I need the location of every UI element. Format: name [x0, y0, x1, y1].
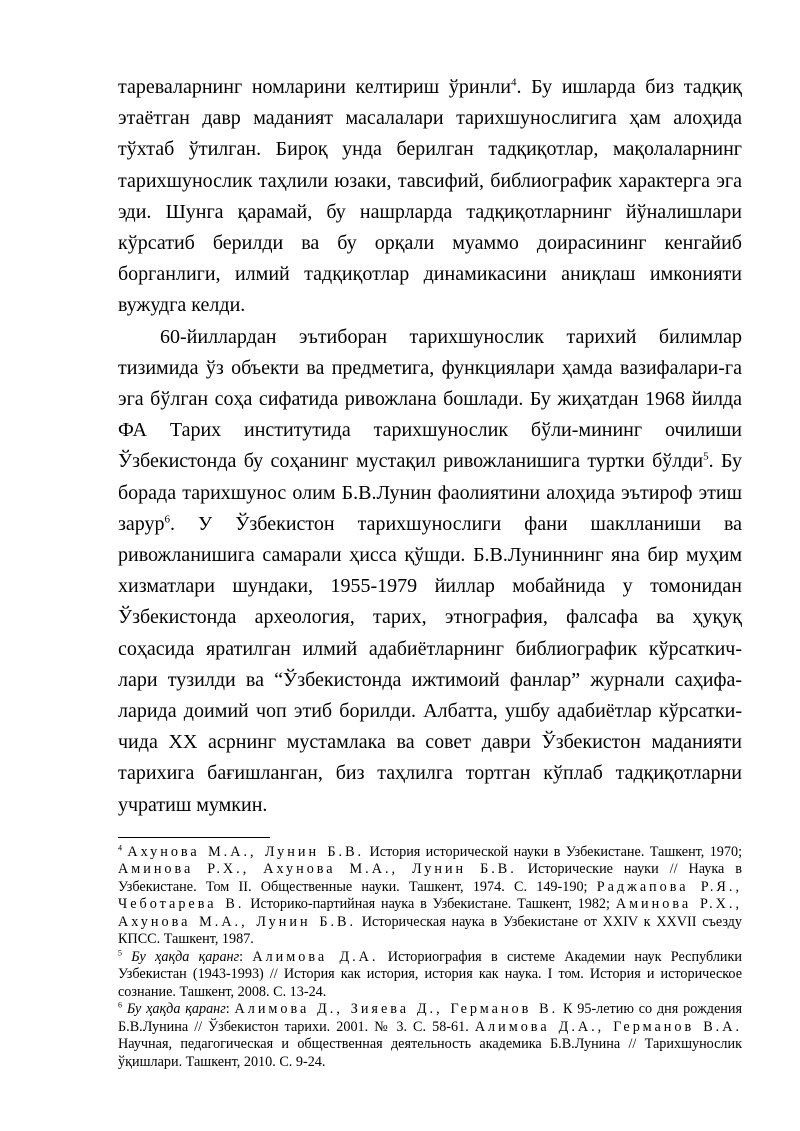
- footnote-ref: 5: [118, 948, 122, 958]
- see-reference-phrase: Бу ҳақда қаранг: [126, 1001, 226, 1018]
- text-run: Научная, педагогическая и общественная деятельность академика Б.В.Лунина // Тарихшунослик ўқишлари. Ташкент, 2010. С. 9-24.: [118, 1036, 742, 1070]
- footnote: [118, 949, 742, 1002]
- paragraph: [118, 322, 742, 821]
- text-run: Исторические науки // Наука в Узбекистане. Том II. Общественные науки. Ташкент, 1974. С. 149-190;: [118, 861, 742, 895]
- see-reference-phrase: Бу ҳақда қаранг: [131, 948, 240, 965]
- footnote-ref: 6: [118, 1000, 122, 1010]
- author-names: Раджапова Р.Я., Чеботарева В.: [118, 878, 742, 913]
- text-run: 60-йиллардан эътиборан тарихшунослик тарихий билимлар тизимида ўз объекти ва предметига, функциялари ҳамда вазифалари-га эга бўлган соҳа сифатида ривожлана бошлади. Бу жиҳатдан 1968 йилда ФА Тарих институтида тарихшунослик бўли-мининг очилиши Ўзбекистонда бу соҳанинг мустақил ривожланишига туртки бўлди: [118, 325, 742, 473]
- footnote-ref: 6: [164, 513, 171, 526]
- text-run: Историография в системе Академии наук Республики Узбекистан (1943-1993) // История как история, история как наука. I том. История и историческое сознание. Ташкент, 2008. С. 13-24.: [118, 948, 742, 1000]
- author-names: Алимова Д.А., Германов В.А.: [474, 1018, 742, 1035]
- text-run: . У Ўзбекистон тарихшунослиги фани шаклланиши ва ривожланишига самарали ҳисса қўшди. Б.В.Луниннинг яна бир муҳим хизматлари шундаки, 1955-1979 йиллар мобайнида у томонидан Ўзбекистонда археология, тарих, этнография, фалсафа ва ҳуқуқ соҳасида яратилган илмий адабиётларнинг библиографик кўрсаткич-лари тузилди ва “Ўзбекистонда ижтимоий фанлар” журнали саҳифа-ларида доимий чоп этиб борилди. Албатта, ушбу адабиётлар кўрсатки-чида XX асрнинг мустамлака ва совет даври Ўзбекистон маданияти тарихига бағишланган, биз таҳлилга тортган кўплаб тадқиқотларни учратиш мумкин.: [118, 512, 742, 816]
- author-names: Алимова Д., Зияева Д., Германов В.: [234, 1001, 559, 1018]
- footnote-ref: 5: [703, 450, 709, 463]
- text-run: . Бу борада тарихшунос олим Б.В.Лунин фаолиятини алоҳида эътироф этиш зарур: [118, 450, 742, 535]
- footnote-ref: 4: [510, 76, 517, 89]
- author-names: Ахунова М.А., Лунин Б.В.: [127, 843, 365, 860]
- text-run: Историко-партийная наука в Узбекистане. Ташкент, 1982;: [244, 896, 616, 913]
- text-run: тареваларнинг номларини келтириш ўринли: [118, 76, 511, 98]
- text-run: Историческая наука в Узбекистане от XXIV к XXVII съезду КПСС. Ташкент, 1987.: [118, 913, 742, 948]
- footnote-ref: 4: [118, 843, 122, 853]
- text-run: :: [239, 948, 253, 965]
- author-names: Аминова Р.Х., Ахунова М.А., Лунин Б.В.: [118, 896, 742, 930]
- footnote-separator: [118, 837, 270, 838]
- footnote: [118, 1001, 742, 1071]
- document-page: [118, 72, 742, 1071]
- author-names: Аминова Р.Х., Ахунова М.А., Лунин Б.В.: [118, 861, 517, 878]
- text-run: [122, 949, 131, 965]
- body-text: [118, 72, 742, 821]
- footnotes: [118, 844, 742, 1072]
- text-run: К 95-летию со дня рождения Б.В.Лунина // Ўзбекистон тарихи. 2001. № 3. С. 58-61.: [118, 1001, 742, 1035]
- footnote: [118, 844, 742, 949]
- text-run: . Бу ишларда биз тадқиқ этаётган давр маданият масалалари тарихшунослигига ҳам алоҳида тўхтаб ўтилган. Бироқ унда берилган тадқиқотлар, мақолаларнинг тарихшунослик таҳлили юзаки, тавсифий, библиографик характерга эга эди. Шунга қарамай, бу нашрларда тадқиқотларнинг йўналишлари кўрсатиб берилди ва бу орқали муаммо доирасининг кенгайиб борганлиги, илмий тадқиқотлар динамикасини аниқлаш имконияти вужудга келди.: [118, 76, 742, 317]
- text-run: История исторической науки в Узбекистане. Ташкент, 1970;: [364, 843, 743, 860]
- text-run: :: [225, 1001, 235, 1018]
- author-names: Алимова Д.А.: [252, 948, 379, 965]
- paragraph: [118, 72, 742, 322]
